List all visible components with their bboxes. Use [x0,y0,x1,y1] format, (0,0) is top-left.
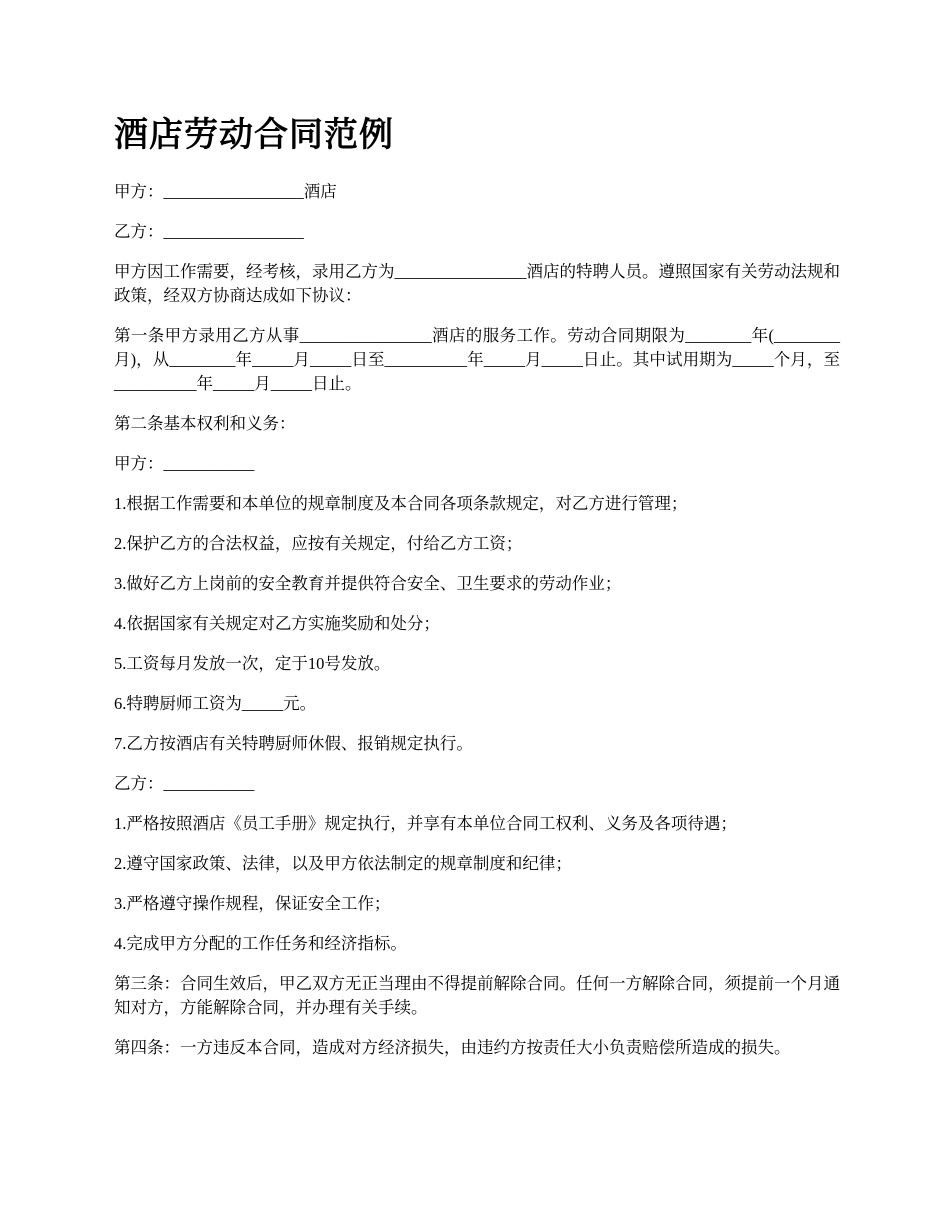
party-a-line: 甲方：_________________酒店 [114,182,337,201]
party-a-duty-3: 3.做好乙方上岗前的安全教育并提供符合安全、卫生要求的劳动作业； [114,574,622,593]
party-b-duty-4: 4.完成甲方分配的工作任务和经济指标。 [114,934,407,953]
party-a-duty-5: 5.工资每月发放一次，定于10号发放。 [114,654,391,673]
article-3-paragraph: 第三条：合同生效后，甲乙双方无正当理由不得提前解除合同。任何一方解除合同，须提前一个月通知对方，方能解除合同，并办理有关手续。 [114,974,840,1017]
party-a-duty-7: 7.乙方按酒店有关特聘厨师休假、报销规定执行。 [114,734,473,753]
preamble-paragraph: 甲方因工作需要，经考核，录用乙方为________________酒店的特聘人员。遵照国家有关劳动法规和政策，经双方协商达成如下协议： [114,262,840,305]
party-b-line: 乙方：_________________ [114,222,304,241]
document-title: 酒店劳动合同范例 [114,117,394,154]
party-b-duty-3: 3.严格遵守操作规程，保证安全工作； [114,894,391,913]
article-4-paragraph: 第四条：一方违反本合同，造成对方经济损失，由违约方按责任大小负责赔偿所造成的损失。 [114,1038,791,1057]
party-a-duties-heading: 甲方：___________ [114,454,255,473]
party-a-duty-4: 4.依据国家有关规定对乙方实施奖励和处分； [114,614,440,633]
title-spacer [114,160,840,180]
party-a-duty-1: 1.根据工作需要和本单位的规章制度及本合同各项条款规定，对乙方进行管理； [114,494,688,513]
article-1-paragraph: 第一条甲方录用乙方从事________________酒店的服务工作。劳动合同期限为________年(________月)，从________年_____月_____日至__________年_____月_____日止。其中试用期为_____个月，至__________年_____月_____日止。 [114,326,840,393]
article-2-heading: 第二条基本权利和义务： [114,414,296,433]
party-b-duty-2: 2.遵守国家政策、法律，以及甲方依法制定的规章制度和纪律； [114,854,572,873]
document-page [114,112,840,1076]
party-a-duty-2: 2.保护乙方的合法权益，应按有关规定，付给乙方工资； [114,534,523,553]
party-b-duty-1: 1.严格按照酒店《员工手册》规定执行，并享有本单位合同工权利、义务及各项待遇； [114,814,737,833]
party-b-duties-heading: 乙方：___________ [114,774,255,793]
party-a-duty-6: 6.特聘厨师工资为_____元。 [114,694,317,713]
